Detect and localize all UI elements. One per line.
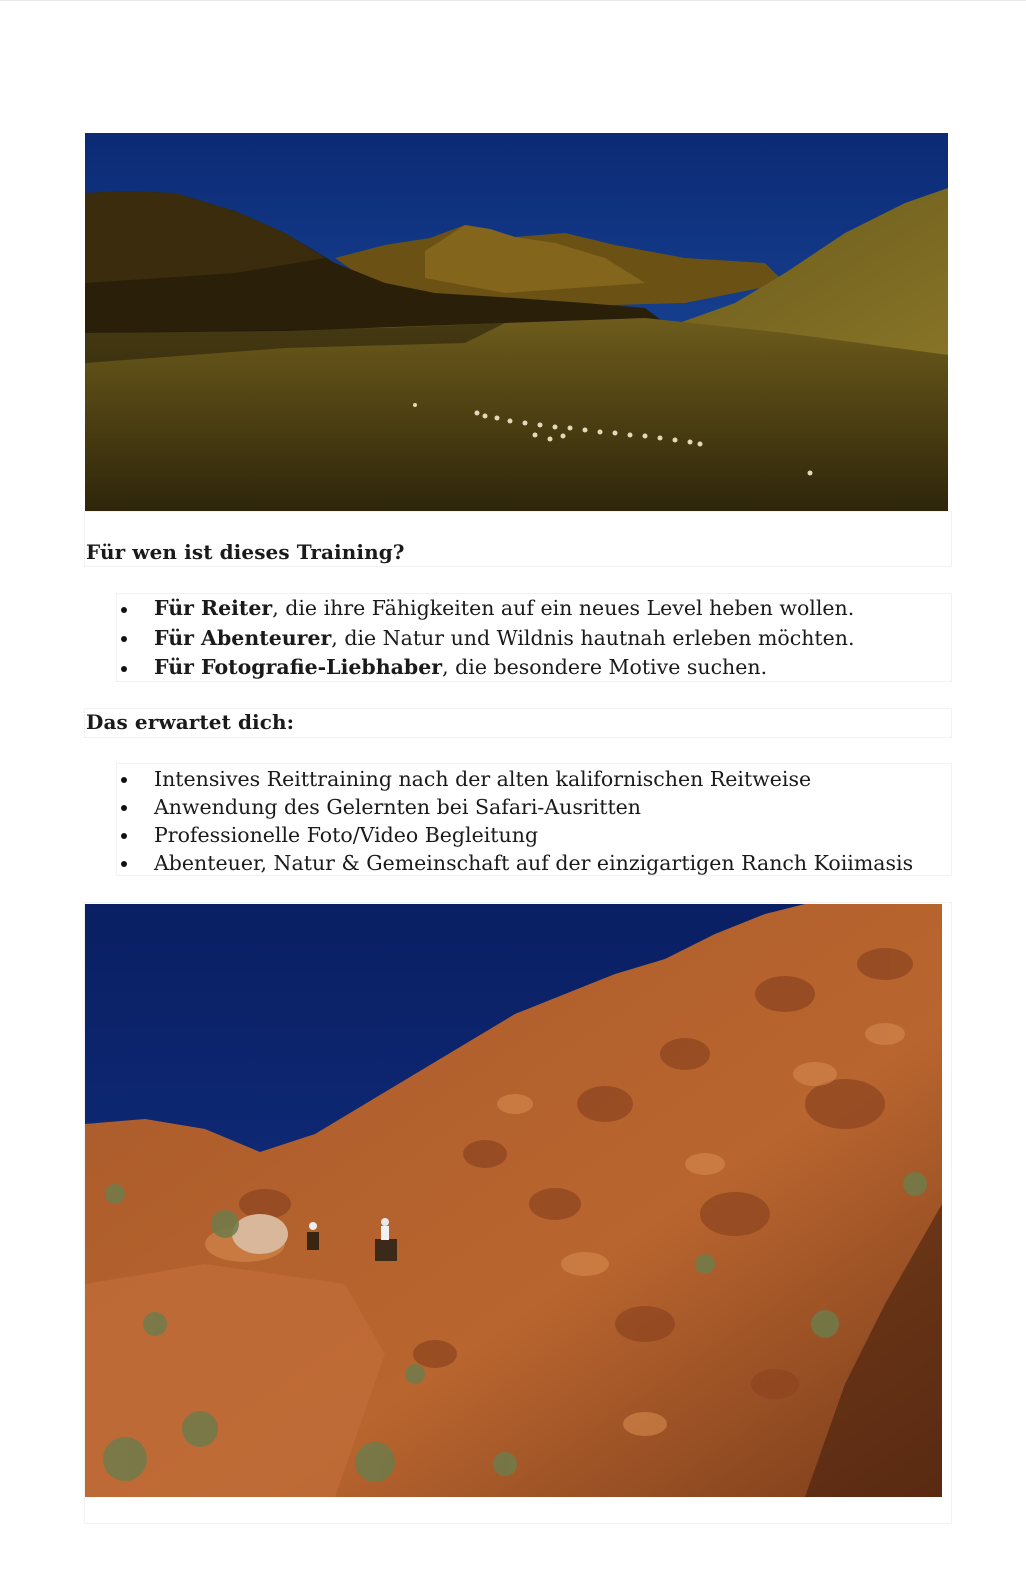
list-item: Für Abenteurer, die Natur und Wildnis hautnah erleben möchten.: [116, 624, 855, 654]
list-item: Für Fotografie-Liebhaber, die besondere Motive suchen.: [116, 653, 855, 683]
expectations-list: [116, 765, 913, 877]
list-item: Professionelle Foto/Video Begleitung: [116, 821, 913, 849]
section-heading-audience: Für wen ist dieses Training?: [86, 540, 405, 564]
top-border-line: [0, 0, 1026, 1]
list-item: Für Reiter, die ihre Fähigkeiten auf ein neues Level heben wollen.: [116, 594, 855, 624]
landscape-photo: [85, 133, 948, 511]
list-item: Anwendung des Gelernten bei Safari-Ausritten: [116, 793, 913, 821]
rocks-photo: [85, 904, 942, 1497]
section-heading-expectations: Das erwartet dich:: [86, 710, 295, 734]
list-item: Abenteuer, Natur & Gemeinschaft auf der einzigartigen Ranch Koiimasis: [116, 849, 913, 877]
list-item: Intensives Reittraining nach der alten kalifornischen Reitweise: [116, 765, 913, 793]
audience-list: [116, 594, 855, 683]
